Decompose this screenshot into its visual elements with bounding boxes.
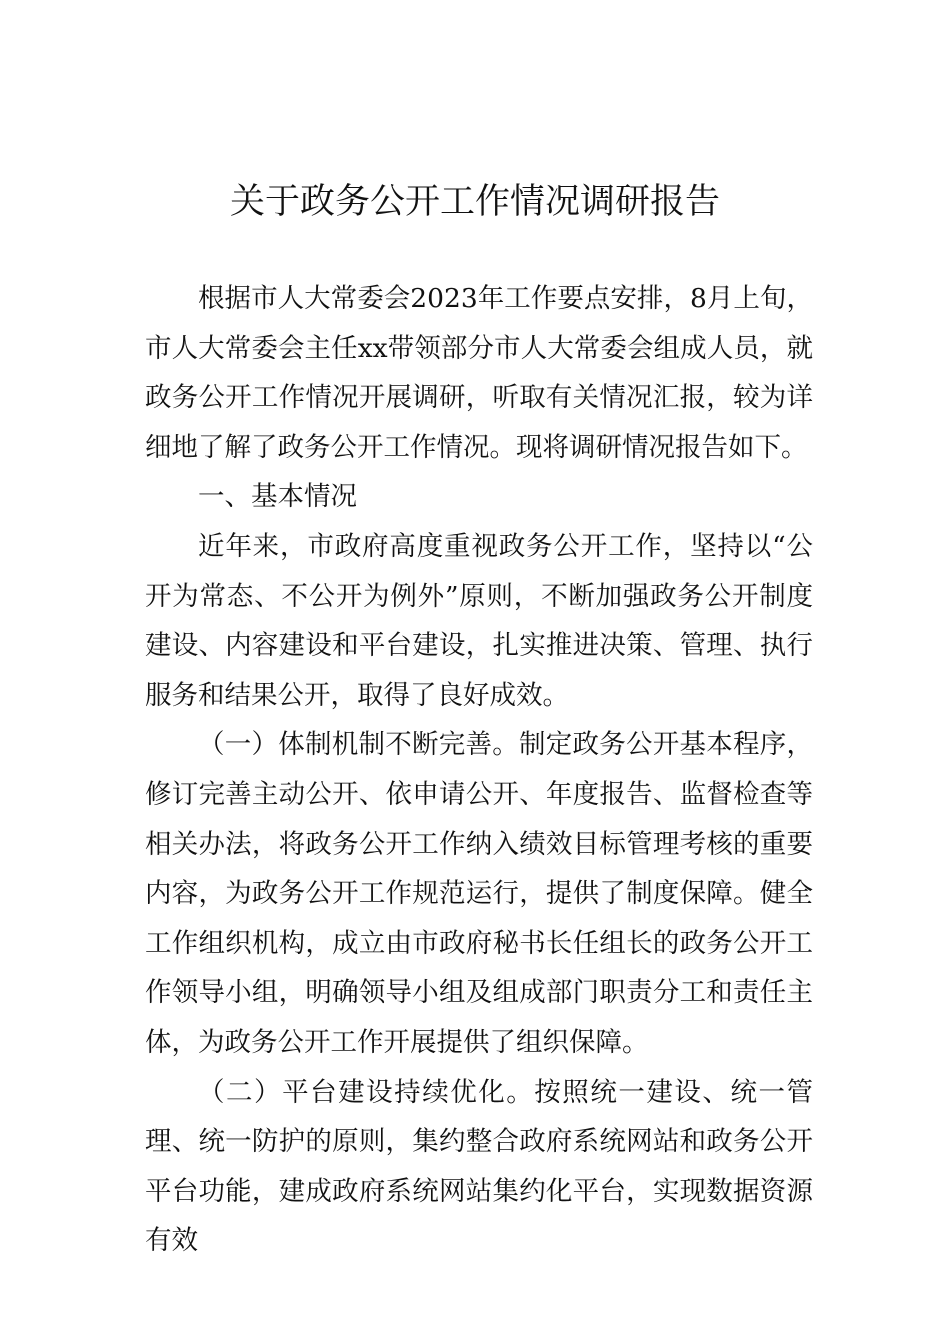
paragraph-intro: 根据市人大常委会2023年工作要点安排，8月上旬，市人大常委会主任xx带领部分市人大常委会组成人员，就政务公开工作情况开展调研，听取有关情况汇报，较为详细地了解了政务公开工作情况。现将调研情况报告如下。 <box>145 283 813 463</box>
document-title: 关于政务公开工作情况调研报告 <box>229 182 720 222</box>
paragraph-overview: 近年来，市政府高度重视政务公开工作，坚持以“公开为常态、不公开为例外”原则，不断加强政务公开制度建设、内容建设和平台建设，扎实推进决策、管理、执行服务和结果公开，取得了良好成效。 <box>145 530 813 711</box>
paragraph-system-mechanism: （一）体制机制不断完善。制定政务公开基本程序，修订完善主动公开、依申请公开、年度报告、监督检查等相关办法，将政务公开工作纳入绩效目标管理考核的重要内容，为政务公开工作规范运行，提供了制度保障。健全工作组织机构，成立由市政府秘书长任组长的政务公开工作领导小组，明确领导小组及组成部门职责分工和责任主体，为政务公开工作开展提供了组织保障。 <box>145 729 813 1058</box>
document-body <box>145 274 813 1266</box>
section-heading-basic-situation: 一、基本情况 <box>198 481 357 513</box>
paragraph-platform-construction: （二）平台建设持续优化。按照统一建设、统一管理、统一防护的原则，集约整合政府系统网站和政务公开平台功能，建成政府系统网站集约化平台，实现数据资源有效 <box>145 1076 813 1257</box>
